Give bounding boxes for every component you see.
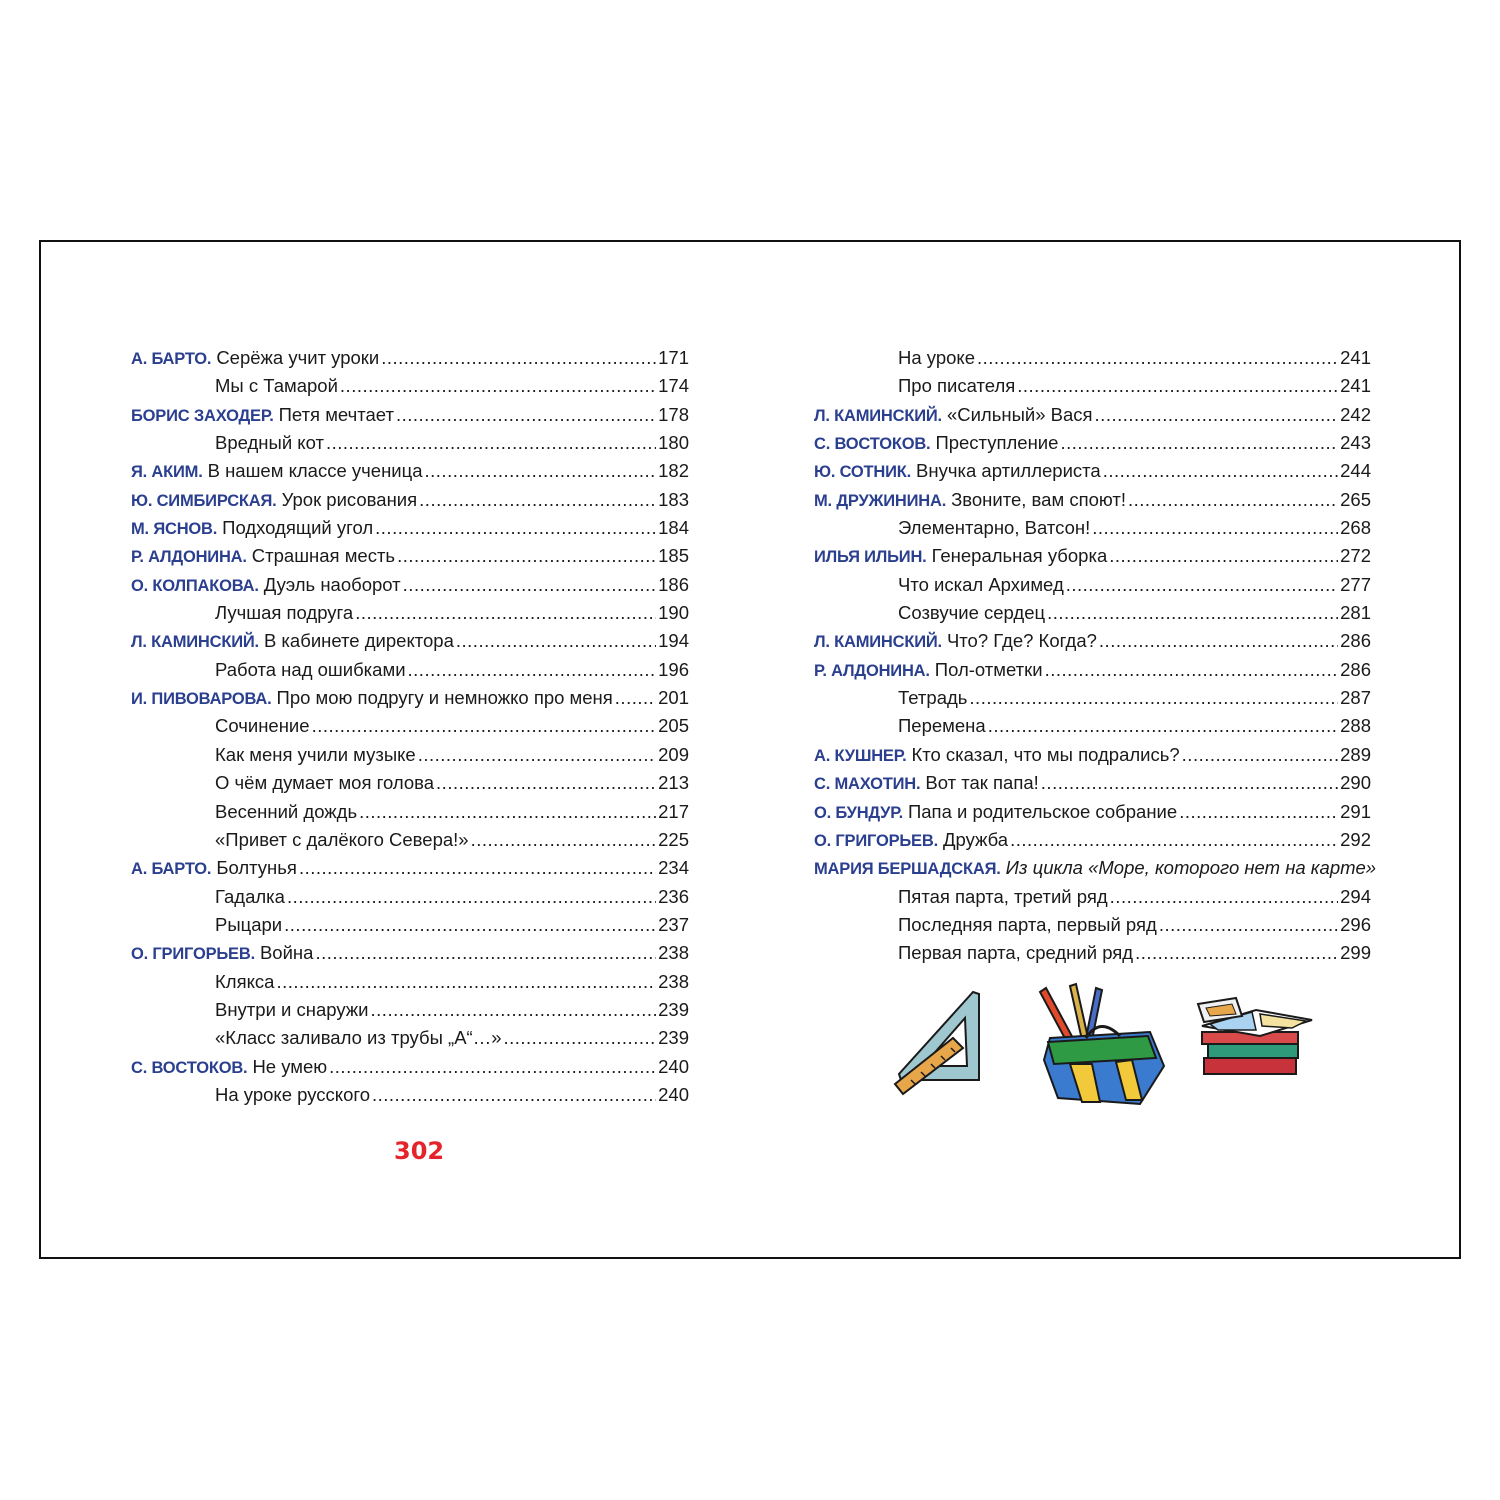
dot-leader xyxy=(396,401,656,429)
entry-page-number: 243 xyxy=(1340,432,1371,454)
toc-left-entry xyxy=(131,712,689,740)
dot-leader xyxy=(1159,911,1338,939)
entry-author: М. ДРУЖИНИНА. xyxy=(814,491,947,510)
dot-leader xyxy=(471,826,657,854)
entry-author: БОРИС ЗАХОДЕР. xyxy=(131,406,274,425)
toc-left-entry xyxy=(131,1024,689,1052)
dot-leader xyxy=(1095,401,1339,429)
toc-left-entry xyxy=(131,542,689,570)
toc-right-entry xyxy=(814,854,1377,882)
entry-title: Из цикла «Море, которого нет на карте» xyxy=(1005,857,1377,879)
toc-left-entry xyxy=(131,826,689,854)
entry-author: МАРИЯ БЕРШАДСКАЯ. xyxy=(814,860,1001,879)
entry-page-number: 236 xyxy=(658,885,689,907)
entry-page-number: 238 xyxy=(658,942,689,964)
dot-leader xyxy=(299,854,656,882)
entry-page-number: 239 xyxy=(658,998,689,1020)
entry-title: Про мою подругу и немножко про меня xyxy=(276,687,613,709)
entry-author: Я. АКИМ. xyxy=(131,463,203,482)
entry-title: В нашем классе ученица xyxy=(207,460,423,482)
entry-title: Элементарно, Ватсон! xyxy=(898,517,1091,539)
entry-page-number: 225 xyxy=(658,828,689,850)
entry-author: Л. КАМИНСКИЙ. xyxy=(814,406,942,425)
toc-right-entry xyxy=(814,486,1371,514)
dot-leader xyxy=(1041,769,1338,797)
toc-left-entry xyxy=(131,401,689,429)
dot-leader xyxy=(1109,542,1338,570)
toc-right-entry xyxy=(814,769,1371,797)
entry-title: Папа и родительское собрание xyxy=(907,800,1178,822)
entry-author: А. БАРТО. xyxy=(131,860,212,879)
toc-right-column xyxy=(814,344,1377,968)
entry-title: Последняя парта, первый ряд xyxy=(898,913,1157,935)
entry-title: Пятая парта, третий ряд xyxy=(898,885,1108,907)
dot-leader xyxy=(1066,571,1338,599)
dot-leader xyxy=(615,684,656,712)
entry-title: В кабинете директора xyxy=(263,630,454,652)
entry-page-number: 289 xyxy=(1340,743,1371,765)
toc-left-entry xyxy=(131,741,689,769)
toc-left-entry xyxy=(131,656,689,684)
toc-right-entry xyxy=(814,457,1371,485)
entry-page-number: 213 xyxy=(658,772,689,794)
entry-page-number: 286 xyxy=(1340,658,1371,680)
entry-title: Дуэль наоборот xyxy=(263,573,401,595)
dot-leader xyxy=(503,1024,656,1052)
entry-title: Клякса xyxy=(215,970,275,992)
entry-title: Что искал Архимед xyxy=(898,573,1064,595)
toc-right-entry xyxy=(814,344,1371,372)
entry-title: На уроке xyxy=(898,347,975,368)
dot-leader xyxy=(312,712,657,740)
entry-title: Война xyxy=(259,942,314,964)
entry-page-number: 294 xyxy=(1340,885,1371,907)
dot-leader xyxy=(1182,741,1338,769)
entry-title: Вот так папа! xyxy=(925,772,1039,794)
entry-page-number: 180 xyxy=(658,432,689,454)
entry-title: Рыцари xyxy=(215,913,283,935)
entry-page-number: 244 xyxy=(1340,460,1371,482)
dot-leader xyxy=(315,939,656,967)
entry-page-number: 281 xyxy=(1340,602,1371,624)
toc-left-entry xyxy=(131,939,689,967)
entry-title: На уроке русского xyxy=(215,1083,370,1105)
entry-title: Работа над ошибками xyxy=(215,658,406,680)
entry-title: Кто сказал, что мы подрались? xyxy=(911,743,1180,765)
toc-left-entry xyxy=(131,457,689,485)
entry-author: ИЛЬЯ ИЛЬИН. xyxy=(814,548,927,567)
dot-leader xyxy=(287,883,656,911)
toc-left-entry xyxy=(131,486,689,514)
toc-right-entry xyxy=(814,826,1371,854)
entry-page-number: 299 xyxy=(1340,942,1371,964)
entry-author: О. ГРИГОРЬЕВ. xyxy=(814,831,938,850)
dot-leader xyxy=(1099,627,1338,655)
dot-leader xyxy=(375,514,656,542)
dot-leader xyxy=(1092,514,1338,542)
entry-title: Мы с Тамарой xyxy=(215,375,338,397)
entry-title: Лучшая подруга xyxy=(215,602,354,624)
entry-title: Дружба xyxy=(942,828,1009,850)
dot-leader xyxy=(977,344,1338,372)
entry-title: Сочинение xyxy=(215,715,310,737)
dot-leader xyxy=(456,627,656,655)
dot-leader xyxy=(1110,883,1338,911)
entry-title: «Класс заливало из трубы „А“…» xyxy=(215,1027,502,1049)
dot-leader xyxy=(371,996,657,1024)
entry-author: О. КОЛПАКОВА. xyxy=(131,576,259,595)
entry-page-number: 288 xyxy=(1340,715,1371,737)
entry-page-number: 184 xyxy=(658,517,689,539)
entry-page-number: 183 xyxy=(658,488,689,510)
entry-title: Как меня учили музыке xyxy=(215,743,416,765)
dot-leader xyxy=(326,429,656,457)
toc-left-entry xyxy=(131,344,689,372)
entry-page-number: 171 xyxy=(658,347,689,368)
toc-left-entry xyxy=(131,514,689,542)
toc-right-entry xyxy=(814,401,1371,429)
toc-left-entry xyxy=(131,571,689,599)
toc-right-entry xyxy=(814,656,1371,684)
toc-right-entry xyxy=(814,542,1371,570)
dot-leader xyxy=(276,968,656,996)
entry-title: Урок рисования xyxy=(281,488,418,510)
dot-leader xyxy=(408,656,657,684)
entry-author: Л. КАМИНСКИЙ. xyxy=(814,633,942,652)
toc-left-entry xyxy=(131,769,689,797)
entry-title: Генеральная уборка xyxy=(931,545,1108,567)
dot-leader xyxy=(355,599,656,627)
entry-author: О. ГРИГОРЬЕВ. xyxy=(131,945,255,964)
page-number: 302 xyxy=(394,1137,445,1165)
dot-leader xyxy=(1047,599,1338,627)
toc-right-entry xyxy=(814,372,1371,400)
entry-page-number: 239 xyxy=(658,1027,689,1049)
entry-title: Петя мечтает xyxy=(278,403,394,425)
entry-page-number: 268 xyxy=(1340,517,1371,539)
entry-author: И. ПИВОВАРОВА. xyxy=(131,690,272,709)
entry-page-number: 237 xyxy=(658,913,689,935)
dot-leader xyxy=(1060,429,1338,457)
dot-leader xyxy=(1128,486,1338,514)
entry-title: Про писателя xyxy=(898,375,1016,397)
triangle-ruler-icon xyxy=(893,988,985,1098)
entry-page-number: 292 xyxy=(1340,828,1371,850)
entry-page-number: 241 xyxy=(1340,347,1371,368)
toc-right-entry xyxy=(814,514,1371,542)
toc-right-entry xyxy=(814,684,1371,712)
toc-left-entry xyxy=(131,684,689,712)
toc-left-column xyxy=(131,344,689,1109)
toc-right-entry xyxy=(814,911,1371,939)
entry-page-number: 185 xyxy=(658,545,689,567)
dot-leader xyxy=(372,1081,656,1109)
entry-title: Внутри и снаружи xyxy=(215,998,369,1020)
toc-right-entry xyxy=(814,599,1371,627)
dot-leader xyxy=(1135,939,1338,967)
entry-page-number: 242 xyxy=(1340,403,1371,425)
entry-author: Л. КАМИНСКИЙ. xyxy=(131,633,259,652)
entry-page-number: 265 xyxy=(1340,488,1371,510)
entry-page-number: 178 xyxy=(658,403,689,425)
entry-title: Созвучие сердец xyxy=(898,602,1046,624)
entry-title: Перемена xyxy=(898,715,986,737)
toc-right-entry xyxy=(814,939,1371,967)
dot-leader xyxy=(436,769,656,797)
entry-page-number: 272 xyxy=(1340,545,1371,567)
dot-leader xyxy=(1017,372,1338,400)
toc-right-entry xyxy=(814,571,1371,599)
entry-author: Р. АЛДОНИНА. xyxy=(814,661,930,680)
toc-left-entry xyxy=(131,429,689,457)
entry-page-number: 240 xyxy=(658,1055,689,1077)
entry-page-number: 277 xyxy=(1340,573,1371,595)
entry-title: Серёжа учит уроки xyxy=(216,347,380,368)
entry-title: Страшная месть xyxy=(251,545,396,567)
entry-title: Внучка артиллериста xyxy=(916,460,1101,482)
dot-leader xyxy=(403,571,656,599)
entry-author: С. МАХОТИН. xyxy=(814,775,921,794)
entry-title: Пол-отметки xyxy=(934,658,1043,680)
toc-left-entry xyxy=(131,798,689,826)
entry-title: Что? Где? Когда? xyxy=(946,630,1097,652)
toc-right-entry xyxy=(814,429,1371,457)
entry-author: А. БАРТО. xyxy=(131,350,212,368)
toc-left-entry xyxy=(131,1053,689,1081)
entry-page-number: 286 xyxy=(1340,630,1371,652)
dot-leader xyxy=(284,911,656,939)
entry-title: Преступление xyxy=(935,432,1059,454)
dot-leader xyxy=(1103,457,1338,485)
entry-page-number: 174 xyxy=(658,375,689,397)
entry-title: «Сильный» Вася xyxy=(946,403,1093,425)
entry-page-number: 296 xyxy=(1340,913,1371,935)
entry-page-number: 196 xyxy=(658,658,689,680)
school-bag-pencils-icon xyxy=(1030,980,1166,1110)
entry-page-number: 217 xyxy=(658,800,689,822)
toc-left-entry xyxy=(131,627,689,655)
toc-right-entry xyxy=(814,712,1371,740)
dot-leader xyxy=(969,684,1338,712)
entry-page-number: 234 xyxy=(658,857,689,879)
toc-right-entry xyxy=(814,883,1371,911)
dot-leader xyxy=(1179,798,1338,826)
entry-title: Вредный кот xyxy=(215,432,324,454)
entry-title: Подходящий угол xyxy=(222,517,374,539)
entry-page-number: 201 xyxy=(658,687,689,709)
entry-title: Гадалка xyxy=(215,885,285,907)
entry-page-number: 190 xyxy=(658,602,689,624)
entry-author: С. ВОСТОКОВ. xyxy=(814,435,931,454)
entry-title: Тетрадь xyxy=(898,687,968,709)
dot-leader xyxy=(425,457,657,485)
entry-author: А. КУШНЕР. xyxy=(814,746,907,765)
entry-author: С. ВОСТОКОВ. xyxy=(131,1058,248,1077)
entry-title: Весенний дождь xyxy=(215,800,358,822)
entry-page-number: 290 xyxy=(1340,772,1371,794)
dot-leader xyxy=(329,1053,656,1081)
entry-page-number: 182 xyxy=(658,460,689,482)
dot-leader xyxy=(418,741,656,769)
entry-page-number: 238 xyxy=(658,970,689,992)
entry-title: Звоните, вам споют! xyxy=(951,488,1126,510)
entry-title: Не умею xyxy=(252,1055,328,1077)
toc-left-entry xyxy=(131,1081,689,1109)
entry-author: Ю. СИМБИРСКАЯ. xyxy=(131,491,277,510)
entry-author: О. БУНДУР. xyxy=(814,803,903,822)
toc-left-entry xyxy=(131,968,689,996)
toc-right-entry xyxy=(814,741,1371,769)
entry-page-number: 205 xyxy=(658,715,689,737)
entry-page-number: 209 xyxy=(658,743,689,765)
toc-left-entry xyxy=(131,372,689,400)
entry-page-number: 241 xyxy=(1340,375,1371,397)
entry-title: О чём думает моя голова xyxy=(215,772,435,794)
books-stack-icon xyxy=(1196,996,1318,1086)
entry-author: Р. АЛДОНИНА. xyxy=(131,548,247,567)
entry-author: Ю. СОТНИК. xyxy=(814,463,912,482)
entry-page-number: 194 xyxy=(658,630,689,652)
dot-leader xyxy=(381,344,656,372)
entry-title: Болтунья xyxy=(216,857,297,879)
entry-author: М. ЯСНОВ. xyxy=(131,520,218,539)
toc-left-entry xyxy=(131,599,689,627)
toc-right-entry xyxy=(814,627,1371,655)
toc-right-entry xyxy=(814,798,1371,826)
entry-title: Первая парта, средний ряд xyxy=(898,942,1134,964)
dot-leader xyxy=(1010,826,1338,854)
toc-left-entry xyxy=(131,911,689,939)
entry-page-number: 240 xyxy=(658,1083,689,1105)
toc-left-entry xyxy=(131,883,689,911)
entry-page-number: 287 xyxy=(1340,687,1371,709)
entry-page-number: 186 xyxy=(658,573,689,595)
dot-leader xyxy=(988,712,1338,740)
dot-leader xyxy=(359,798,656,826)
dot-leader xyxy=(419,486,656,514)
toc-left-entry xyxy=(131,996,689,1024)
dot-leader xyxy=(340,372,656,400)
toc-left-entry xyxy=(131,854,689,882)
dot-leader xyxy=(1045,656,1339,684)
entry-page-number: 291 xyxy=(1340,800,1371,822)
dot-leader xyxy=(397,542,656,570)
entry-title: «Привет с далёкого Севера!» xyxy=(215,828,469,850)
